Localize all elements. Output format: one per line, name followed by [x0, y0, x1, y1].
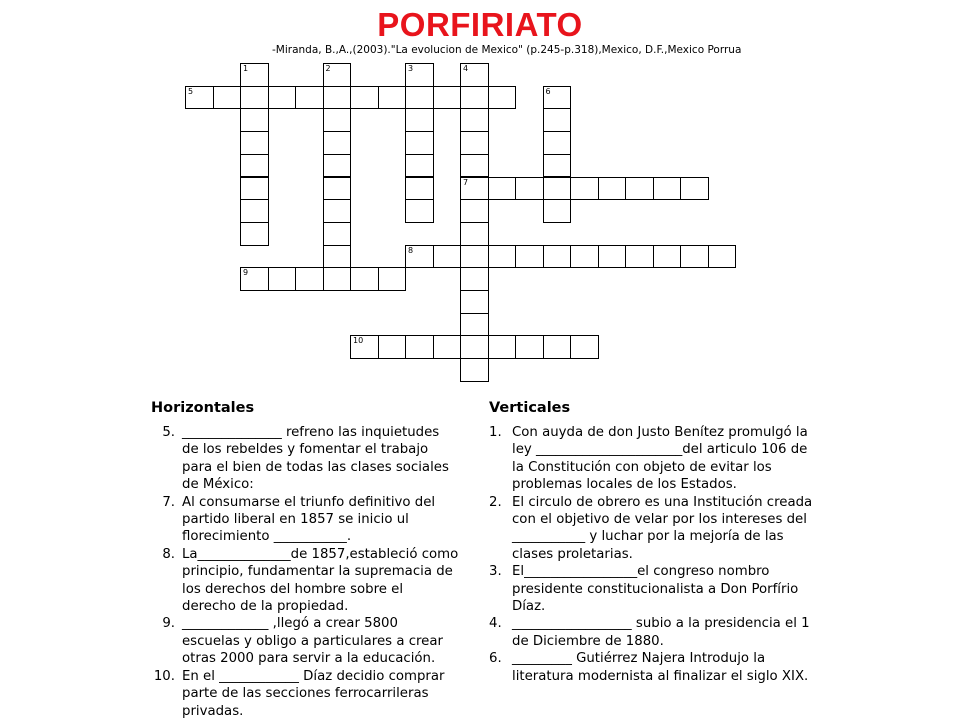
crossword-cell	[240, 108, 269, 132]
list-item	[489, 563, 819, 615]
crossword-cell	[570, 335, 599, 359]
crossword-cell	[543, 86, 572, 110]
crossword-cell	[240, 131, 269, 155]
crossword-cell	[543, 154, 572, 178]
crossword-cell	[488, 245, 517, 269]
clue-number-label: 7	[463, 177, 469, 187]
crossword-cell	[240, 222, 269, 246]
crossword-cell	[405, 199, 434, 223]
crossword-cell	[460, 358, 489, 382]
crossword-cell	[598, 177, 627, 201]
crossword-cell	[405, 86, 434, 110]
crossword-cell	[240, 177, 269, 201]
crossword-cell	[323, 63, 352, 87]
crossword-cell	[185, 86, 214, 110]
crossword-cell	[405, 131, 434, 155]
crossword-cell	[378, 267, 407, 291]
crossword-cell	[625, 245, 654, 269]
crossword-cell	[323, 86, 352, 110]
clue-number: 3.	[489, 564, 502, 580]
citation: -Miranda, B.,A.,(2003)."La evolucion de Mexico" (p.245-p.318),Mexico, D.F.,Mexico Porrua	[272, 44, 742, 56]
crossword-cell	[378, 335, 407, 359]
crossword-cell	[350, 86, 379, 110]
list-item	[489, 615, 819, 650]
crossword-cell	[460, 63, 489, 87]
crossword-cell	[460, 245, 489, 269]
crossword-cell	[543, 108, 572, 132]
list-item	[153, 668, 459, 720]
crossword-cell	[268, 267, 297, 291]
crossword-cell	[543, 199, 572, 223]
horizontales-heading: Horizontales	[151, 400, 255, 416]
crossword-cell	[460, 313, 489, 337]
crossword-cell	[405, 177, 434, 201]
clue-text: El circulo de obrero es una Institución creada con el objetivo de velar por los intereses del ___________ y luchar por la mejoría de las clases proletarias.	[512, 494, 813, 562]
list-item	[159, 494, 459, 546]
crossword-cell	[350, 335, 379, 359]
list-item	[159, 424, 459, 494]
crossword-cell	[460, 108, 489, 132]
clue-text: Con auyda de don Justo Benítez promulgó la ley ______________________del articulo 106 de la Constitución con objeto de evitar los problemas locales de los Estados.	[512, 425, 808, 493]
crossword-cell	[460, 154, 489, 178]
verticales-list	[489, 424, 819, 685]
crossword-cell	[543, 131, 572, 155]
crossword-cell	[295, 267, 324, 291]
crossword-cell	[625, 177, 654, 201]
crossword-cell	[323, 154, 352, 178]
crossword-cell	[460, 86, 489, 110]
crossword-cell	[405, 245, 434, 269]
clue-number: 7.	[162, 494, 175, 510]
clue-number-label: 6	[545, 86, 551, 96]
crossword-cell	[323, 199, 352, 223]
crossword-cell	[460, 290, 489, 314]
clue-number-label: 4	[463, 64, 469, 73]
clue-number-label: 5	[188, 86, 194, 96]
list-item	[489, 424, 819, 494]
crossword-cell	[405, 108, 434, 132]
crossword-cell	[653, 177, 682, 201]
crossword-cell	[323, 131, 352, 155]
crossword-cell	[543, 245, 572, 269]
clue-text: _______________ refreno las inquietudes de los rebeldes y fomentar el trabajo para el bien de todas las clases sociales de México:	[182, 425, 449, 493]
crossword-cell	[295, 86, 324, 110]
crossword-cell	[323, 108, 352, 132]
crossword-cell	[680, 177, 709, 201]
crossword-cell	[460, 131, 489, 155]
clue-number-label: 9	[243, 268, 249, 278]
crossword-cell	[515, 177, 544, 201]
crossword-cell	[213, 86, 242, 110]
crossword-cell	[680, 245, 709, 269]
crossword-cell	[433, 245, 462, 269]
crossword-cell	[515, 335, 544, 359]
list-item	[489, 650, 819, 685]
crossword-cell	[460, 177, 489, 201]
clue-number-label: 2	[325, 64, 331, 73]
clue-text: _________ Gutiérrez Najera Introdujo la literatura modernista al finalizar el siglo XIX.	[512, 651, 809, 684]
crossword-cell	[323, 267, 352, 291]
crossword-cell	[653, 245, 682, 269]
clue-number: 2.	[489, 494, 502, 510]
crossword-cell	[570, 177, 599, 201]
crossword-cell	[240, 154, 269, 178]
crossword-cell	[378, 86, 407, 110]
clue-text: _____________ ,llegó a crear 5800 escuelas y obligo a particulares a crear otras 2000 para servir a la educación.	[182, 616, 443, 667]
verticales-heading: Verticales	[489, 400, 571, 416]
crossword-cell	[543, 177, 572, 201]
clue-text: En el ____________ Díaz decidio comprar parte de las secciones ferrocarrileras privadas.	[182, 668, 445, 719]
crossword-cell	[240, 86, 269, 110]
crossword-cell	[598, 245, 627, 269]
crossword-cell	[460, 267, 489, 291]
list-item	[159, 546, 459, 616]
crossword-cell	[323, 177, 352, 201]
crossword-cell	[268, 86, 297, 110]
crossword-cell	[488, 86, 517, 110]
crossword-cell	[543, 335, 572, 359]
crossword-cell	[240, 199, 269, 223]
crossword-cell	[460, 222, 489, 246]
clue-number-label: 1	[243, 64, 249, 73]
crossword-cell	[323, 245, 352, 269]
clue-text: Al consumarse el triunfo definitivo del partido liberal en 1857 se inicio ul florecimiento ___________.	[182, 494, 436, 545]
clue-text: El_________________el congreso nombro presidente constitucionalista a Don Porfírio Díaz.	[512, 564, 799, 615]
horizontales-list	[153, 424, 459, 720]
list-item	[159, 615, 459, 667]
crossword-cell	[405, 63, 434, 87]
crossword-cell	[488, 335, 517, 359]
clue-number-label: 10	[353, 336, 364, 346]
crossword-cell	[240, 63, 269, 87]
crossword-cell	[433, 86, 462, 110]
clue-number-label: 3	[408, 64, 414, 73]
crossword-cell	[515, 245, 544, 269]
crossword-cell	[460, 335, 489, 359]
crossword-cell	[323, 222, 352, 246]
crossword-cell	[570, 245, 599, 269]
list-item	[489, 494, 819, 564]
clue-number: 8.	[162, 546, 175, 562]
clue-number: 1.	[489, 425, 502, 440]
clue-number-label: 8	[408, 245, 414, 255]
crossword-cell	[460, 199, 489, 223]
clue-number: 10.	[153, 668, 175, 684]
crossword-cell	[708, 245, 737, 269]
page-title: PORFIRIATO	[377, 6, 583, 43]
clue-text: __________________ subio a la presidencia el 1 de Diciembre de 1880.	[512, 616, 810, 649]
crossword-cell	[350, 267, 379, 291]
crossword-cell	[405, 154, 434, 178]
clue-number: 9.	[162, 616, 175, 632]
crossword-cell	[433, 335, 462, 359]
crossword-cell	[488, 177, 517, 201]
clue-number: 4.	[489, 616, 502, 632]
clue-number: 6.	[489, 651, 502, 667]
crossword-cell	[405, 335, 434, 359]
crossword-cell	[240, 267, 269, 291]
clue-text: La______________de 1857,estableció como principio, fundamentar la supremacia de los derechos del hombre sobre el derecho de la propiedad.	[182, 546, 459, 615]
clue-number: 5.	[162, 425, 175, 440]
